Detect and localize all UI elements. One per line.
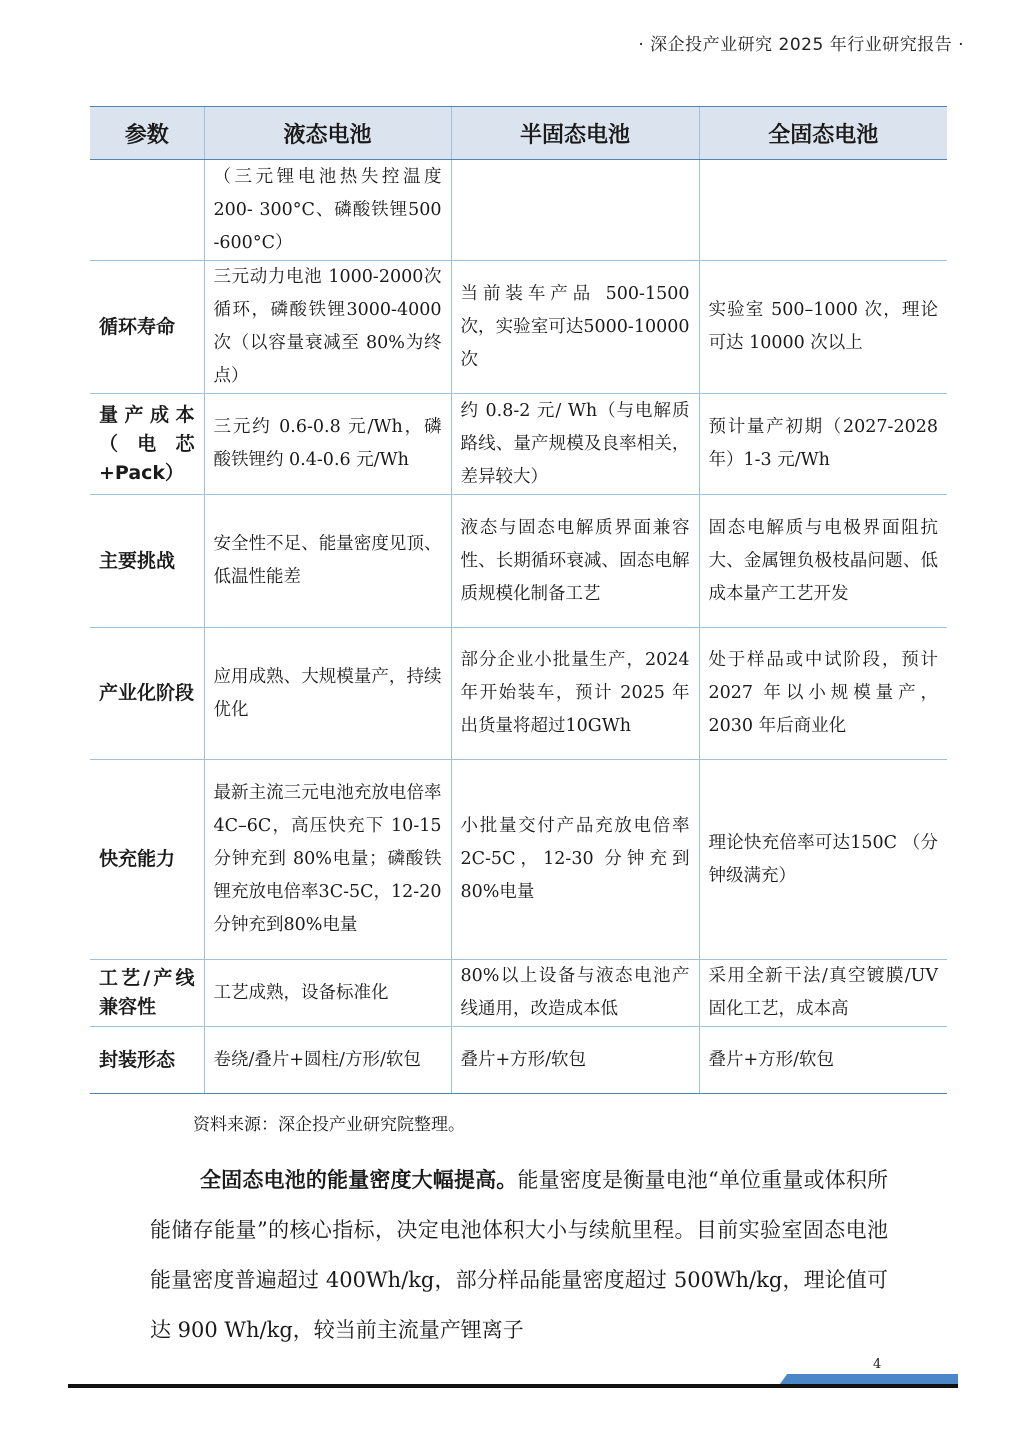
liquid-cell: 最新主流三元电池充放电倍率 4C–6C，高压快充下 10-15 分钟充到 80%电量；磷酸铁锂充放电倍率3C-5C，12-20 分钟充到80%电量 [204, 760, 451, 960]
param-cell: 量产成本（电芯+Pack） [90, 394, 204, 495]
liquid-cell: 应用成熟、大规模量产，持续优化 [204, 628, 451, 760]
solid-cell: 叠片+方形/软包 [699, 1027, 947, 1094]
table-header-row [90, 107, 947, 160]
param-cell: 工艺/产线兼容性 [90, 960, 204, 1027]
table-row [90, 1027, 947, 1094]
semi-cell: 80%以上设备与液态电池产线通用，改造成本低 [451, 960, 699, 1027]
liquid-cell: 安全性不足、能量密度见顶、低温性能差 [204, 495, 451, 628]
liquid-cell: 三元动力电池 1000-2000次循环，磷酸铁锂3000-4000 次（以容量衰减至 80%为终点） [204, 261, 451, 394]
paragraph-text: 能量密度是衡量电池“单位重量或体积所能储存能量”的核心指标，决定电池体积大小与续航里程。目前实验室固态电池能量密度普遍超过 400Wh/kg，部分样品能量密度超过 500Wh/kg，理论值可达 900 Wh/kg，较当前主流量产锂离子 [150, 1168, 889, 1342]
semi-cell: 部分企业小批量生产，2024 年开始装车，预计 2025 年出货量将超过10GWh [451, 628, 699, 760]
solid-cell: 固态电解质与电极界面阻抗大、金属锂负极枝晶问题、低成本量产工艺开发 [699, 495, 947, 628]
solid-cell: 采用全新干法/真空镀膜/UV 固化工艺，成本高 [699, 960, 947, 1027]
footer-accent-bar [780, 1374, 958, 1384]
liquid-cell: 卷绕/叠片+圆柱/方形/软包 [204, 1027, 451, 1094]
table-row [90, 495, 947, 628]
comparison-table-wrap [90, 106, 947, 1094]
semi-cell: 液态与固态电解质界面兼容性、长期循环衰减、固态电解质规模化制备工艺 [451, 495, 699, 628]
paragraph-lead: 全固态电池的能量密度大幅提高。 [200, 1167, 518, 1192]
semi-cell: 当前装车产品 500-1500次，实验室可达5000-10000 次 [451, 261, 699, 394]
running-header: · 深企投产业研究 2025 年行业研究报告 · [638, 35, 964, 55]
table-row [90, 760, 947, 960]
solid-cell: 处于样品或中试阶段，预计 2027 年以小规模量产，2030 年后商业化 [699, 628, 947, 760]
param-cell [90, 160, 204, 261]
param-cell: 产业化阶段 [90, 628, 204, 760]
table-row [90, 960, 947, 1027]
semi-cell: 小批量交付产品充放电倍率 2C-5C，12-30 分钟充到 80%电量 [451, 760, 699, 960]
header-liquid: 液态电池 [204, 107, 451, 160]
source-note: 资料来源：深企投产业研究院整理。 [193, 1115, 465, 1135]
liquid-cell: 三元约 0.6-0.8 元/Wh，磷酸铁锂约 0.4-0.6 元/Wh [204, 394, 451, 495]
header-param: 参数 [90, 107, 204, 160]
footer-rule [68, 1384, 958, 1388]
semi-cell: 约 0.8-2 元/ Wh（与电解质路线、量产规模及良率相关，差异较大） [451, 394, 699, 495]
table-row [90, 261, 947, 394]
solid-cell: 理论快充倍率可达150C （分钟级满充） [699, 760, 947, 960]
param-cell: 快充能力 [90, 760, 204, 960]
solid-cell: 实验室 500–1000 次，理论可达 10000 次以上 [699, 261, 947, 394]
table-row [90, 394, 947, 495]
table-row [90, 628, 947, 760]
header-solid-state: 全固态电池 [699, 107, 947, 160]
semi-cell [451, 160, 699, 261]
body-paragraph [150, 1155, 888, 1355]
param-cell: 主要挑战 [90, 495, 204, 628]
liquid-cell: 工艺成熟，设备标准化 [204, 960, 451, 1027]
param-cell: 封装形态 [90, 1027, 204, 1094]
semi-cell: 叠片+方形/软包 [451, 1027, 699, 1094]
solid-cell: 预计量产初期（2027-2028 年）1-3 元/Wh [699, 394, 947, 495]
param-cell: 循环寿命 [90, 261, 204, 394]
liquid-cell: （三元锂电池热失控温度 200- 300°C、磷酸铁锂500 -600°C） [204, 160, 451, 261]
battery-comparison-table [90, 106, 947, 1094]
table-row [90, 160, 947, 261]
header-semi-solid: 半固态电池 [451, 107, 699, 160]
solid-cell [699, 160, 947, 261]
page-number: 4 [873, 1357, 882, 1372]
